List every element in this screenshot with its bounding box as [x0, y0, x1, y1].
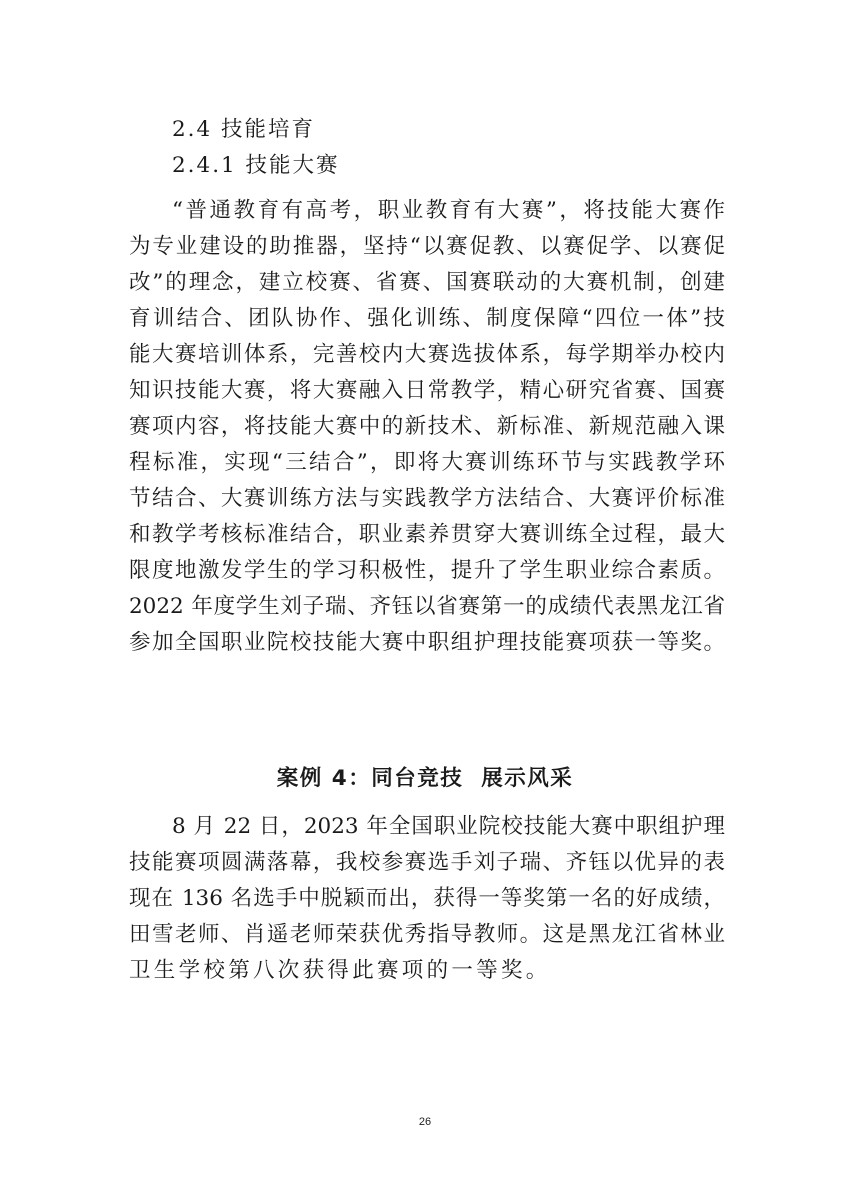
paragraph-line: 赛项内容，将技能大赛中的新技术、新标准、新规范融入课 — [129, 414, 725, 439]
heading-2-4: 2.4 技能培育 — [172, 117, 316, 142]
paragraph-line: 8 月 22 日，2023 年全国职业院校技能大赛中职组护理 — [172, 814, 725, 839]
paragraph-line: 和教学考核标准结合，职业素养贯穿大赛训练全过程，最大 — [129, 522, 725, 547]
page-number: 26 — [418, 1116, 432, 1128]
paragraph-line: 田雪老师、肖遥老师荣获优秀指导教师。这是黑龙江省林业 — [129, 922, 725, 947]
paragraph-line: 育训结合、团队协作、强化训练、制度保障“四位一体”技 — [129, 306, 725, 331]
paragraph-line: 2022 年度学生刘子瑞、齐钰以省赛第一的成绩代表黑龙江省 — [129, 594, 725, 619]
paragraph-line: 程标准，实现“三结合”，即将大赛训练环节与实践教学环 — [129, 450, 725, 475]
paragraph-line: 限度地激发学生的学习积极性，提升了学生职业综合素质。 — [129, 558, 725, 583]
paragraph-line: 为专业建设的助推器，坚持“以赛促教、以赛促学、以赛促 — [129, 234, 725, 259]
paragraph-line: 现在 136 名选手中脱颖而出，获得一等奖第一名的好成绩， — [129, 886, 725, 911]
paragraph-line: 节结合、大赛训练方法与实践教学方法结合、大赛评价标准 — [129, 486, 725, 511]
paragraph-line: 技能赛项圆满落幕，我校参赛选手刘子瑞、齐钰以优异的表 — [129, 850, 725, 875]
paragraph-line: 改”的理念，建立校赛、省赛、国赛联动的大赛机制，创建 — [129, 270, 725, 295]
heading-2-4-1: 2.4.1 技能大赛 — [172, 153, 340, 178]
paragraph-line: 卫生学校第八次获得此赛项的一等奖。 — [129, 958, 551, 983]
paragraph-line: 能大赛培训体系，完善校内大赛选拔体系，每学期举办校内 — [129, 342, 725, 367]
paragraph-line: 知识技能大赛，将大赛融入日常教学，精心研究省赛、国赛 — [129, 378, 725, 403]
paragraph-line: 参加全国职业院校技能大赛中职组护理技能赛项获一等奖。 — [129, 630, 725, 655]
paragraph-line: “普通教育有高考，职业教育有大赛”，将技能大赛作 — [172, 198, 725, 223]
case-title: 案例 4：同台竞技 展示风采 — [276, 766, 574, 791]
